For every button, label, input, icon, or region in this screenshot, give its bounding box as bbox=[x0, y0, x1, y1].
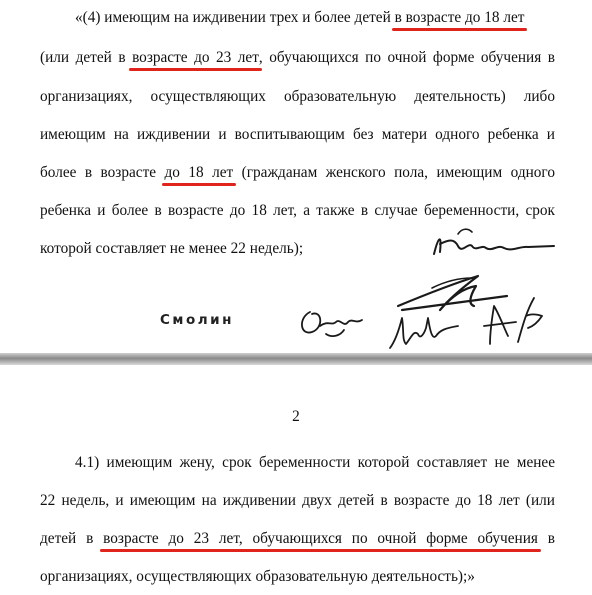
paragraph-line: 4.1) имеющим жену, срок беременности которой составляет не менее bbox=[75, 454, 555, 471]
signature-smolin bbox=[296, 302, 366, 342]
highlighted-phrase: возрасте до 23 лет bbox=[132, 49, 259, 66]
signature-2 bbox=[386, 300, 466, 352]
page-separator bbox=[0, 353, 592, 365]
paragraph-line: организациях, осуществляющих образовательную деятельность);» bbox=[40, 568, 475, 585]
paragraph-line: организациях, осуществляющих образовательную деятельность) либо bbox=[40, 88, 555, 105]
paragraph-line: детей в возрасте до 23 лет, обучающихся по очной форме обучения в bbox=[40, 530, 555, 547]
paragraph-line: (или детей в возрасте до 23 лет, обучающихся по очной форме обучения в bbox=[40, 49, 555, 66]
paragraph-line: более в возрасте до 18 лет (гражданам женского пола, имеющим одного bbox=[40, 164, 555, 181]
highlighted-phrase: возрасте до 23 лет, обучающихся по очной форме обучения bbox=[103, 530, 538, 547]
signatory-name: Смолин bbox=[160, 312, 234, 328]
paragraph-line: 22 недель, и имеющим на иждивении двух детей в возрасте до 18 лет (или bbox=[40, 492, 555, 509]
paragraph-line: «(4) имеющим на иждивении трех и более детей в возрасте до 18 лет bbox=[75, 9, 525, 26]
page-number: 2 bbox=[292, 408, 300, 425]
highlighted-phrase: до 18 лет bbox=[164, 164, 234, 181]
highlighted-phrase: в возрасте до 18 лет bbox=[394, 9, 525, 26]
paragraph-line: имеющим на иждивении и воспитывающим без матери одного ребенка и bbox=[40, 126, 555, 143]
signature-top bbox=[428, 224, 558, 264]
paragraph-line: ребенка и более в возрасте до 18 лет, а также в случае беременности, срок bbox=[40, 202, 555, 219]
signature-3 bbox=[478, 292, 553, 354]
paragraph-line: которой составляет не менее 22 недель); bbox=[40, 240, 304, 257]
